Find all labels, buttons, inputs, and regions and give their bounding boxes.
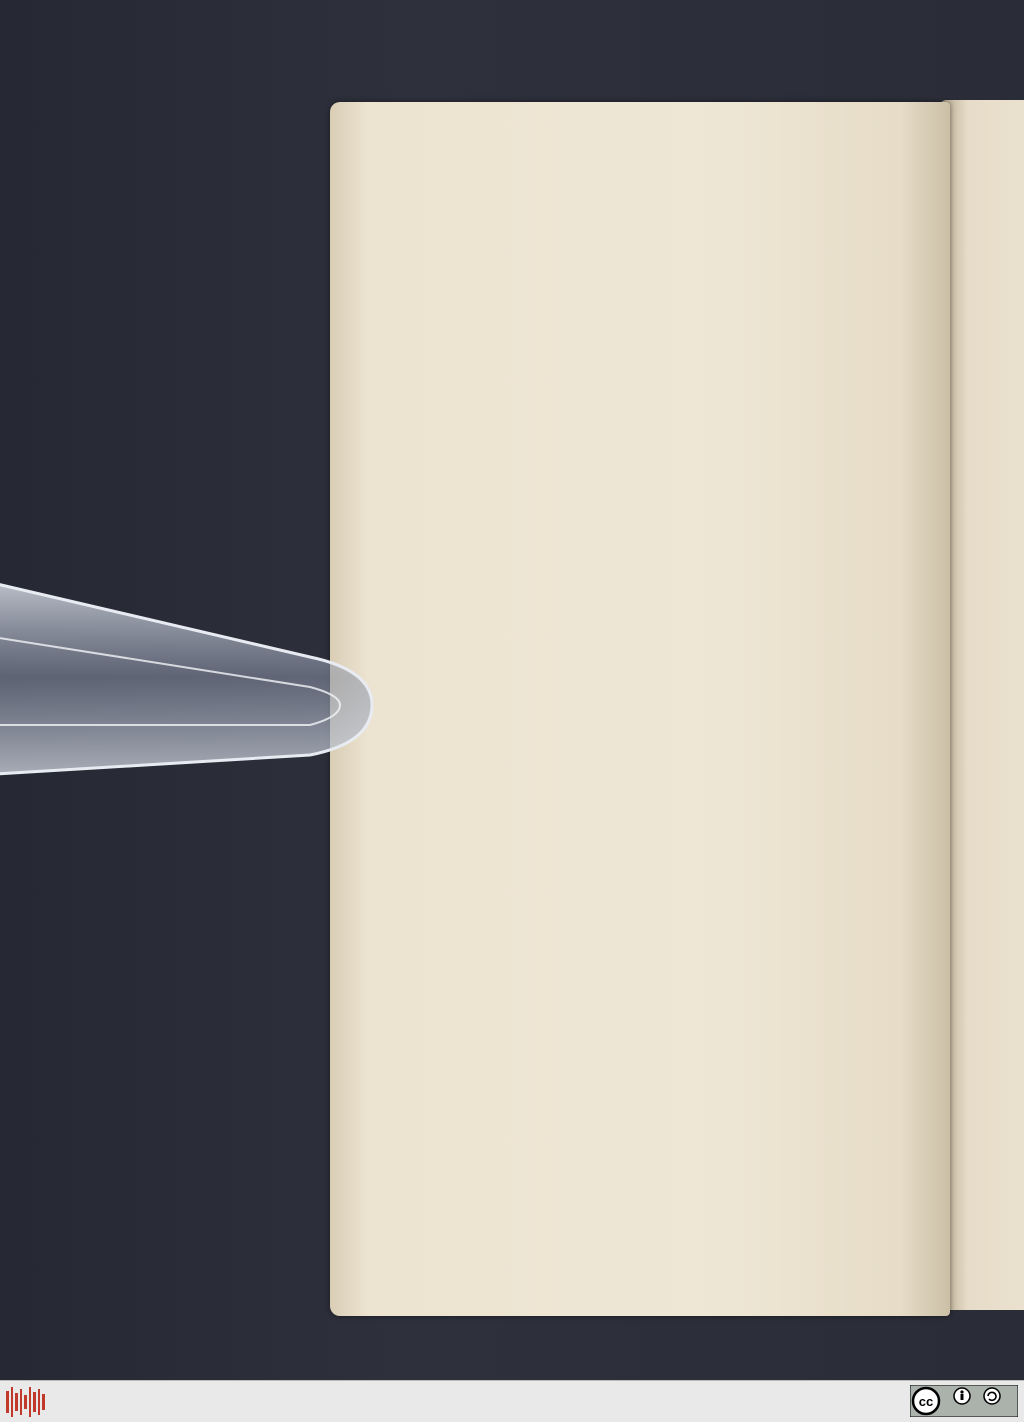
- footer-bar: [0, 1380, 1024, 1422]
- running-header: [400, 160, 935, 199]
- book-page: [330, 102, 950, 1316]
- facing-page: [940, 100, 1024, 1310]
- cc-license-icon[interactable]: [910, 1385, 1018, 1417]
- hab-logo-icon: [6, 1387, 46, 1417]
- svg-text:cc: cc: [918, 1394, 934, 1409]
- book-clip-icon: [0, 575, 380, 780]
